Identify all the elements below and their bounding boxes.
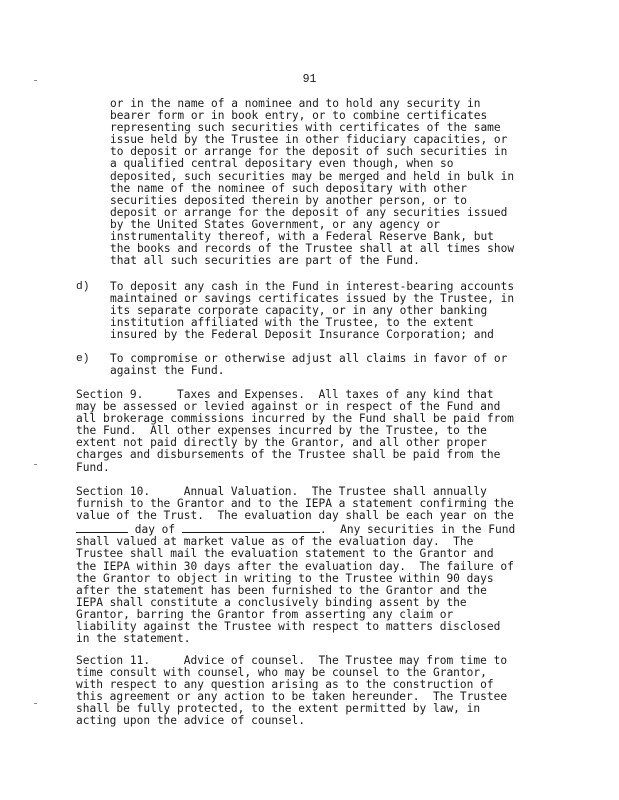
scan-mark: [34, 703, 37, 704]
section-10-annual-valuation: Section 10. Annual Valuation. The Trustee shall annually furnish to the Grantor and to the IEPA a statement confirming the value of the Trust. The evaluation day shall be each year on the day of . Any securities in the Fund shall valued at market value as of the evaluation day. The Trustee shall mail the evaluation statement to the Grantor and the IEPA within 30 days after the evaluation day. The failure of the Grantor to object in writing to the Trustee within 90 days after the statement has been furnished to the Grantor and the IEPA shall constitute a conclusively binding assent by the Grantor, barring the Grantor from asserting any claim or liability against the Trustee with respect to matters disclosed in the statement.: [76, 485, 516, 646]
page-number: 91: [302, 73, 317, 86]
section-9-taxes-and-expenses: Section 9. Taxes and Expenses. All taxes of any kind that may be assessed or levied against or in respect of the Fund and all brokerage commissions incurred by the Fund shall be paid from the Fund. All other expenses incurred by the Trustee, to the extent not paid directly by the Grantor, and all other proper charges and disbursements of the Trustee shall be paid from the Fund.: [76, 388, 514, 474]
paragraph-e-label: e): [76, 353, 90, 365]
scan-mark: [34, 464, 37, 465]
paragraph-e: To compromise or otherwise adjust all claims in favor of or against the Fund.: [110, 352, 508, 378]
paragraph-d-label: d): [76, 281, 90, 293]
section-11-advice-of-counsel: Section 11. Advice of counsel. The Trustee may from time to time consult with counsel, who may be counsel to the Grantor, with respect to any question arising as to the construction of this agreement or any action to be taken hereunder. The Trustee shall be fully protected, to the extent permitted by law, in acting upon the advice of counsel.: [76, 654, 508, 728]
blank-day-field: [76, 522, 128, 533]
blank-month-field: [182, 522, 320, 533]
paragraph-d: To deposit any cash in the Fund in interest-bearing accounts maintained or savings certificates issued by the Trustee, in its separate corporate capacity, or in any other banking institution affiliated with the Trustee, to the extent insured by the Federal Deposit Insurance Corporation; and: [110, 280, 515, 342]
paragraph-c-continuation: or in the name of a nominee and to hold any security in bearer form or in book entry, or to combine certificates representing such securities with certificates of the same issue held by the Trustee in other fiduciary capacities, or to deposit or arrange for the deposit of such securities in a qualified central depositary even though, when so deposited, such securities may be merged and held in bulk in the name of the nominee of such depositary with other securities deposited therein by another person, or to deposit or arrange for the deposit of any securities issued by the United States Government, or any agency or instrumentality thereof, with a Federal Reserve Bank, but the books and records of the Trustee shall at all times show that all such securities are part of the Fund.: [110, 97, 515, 268]
